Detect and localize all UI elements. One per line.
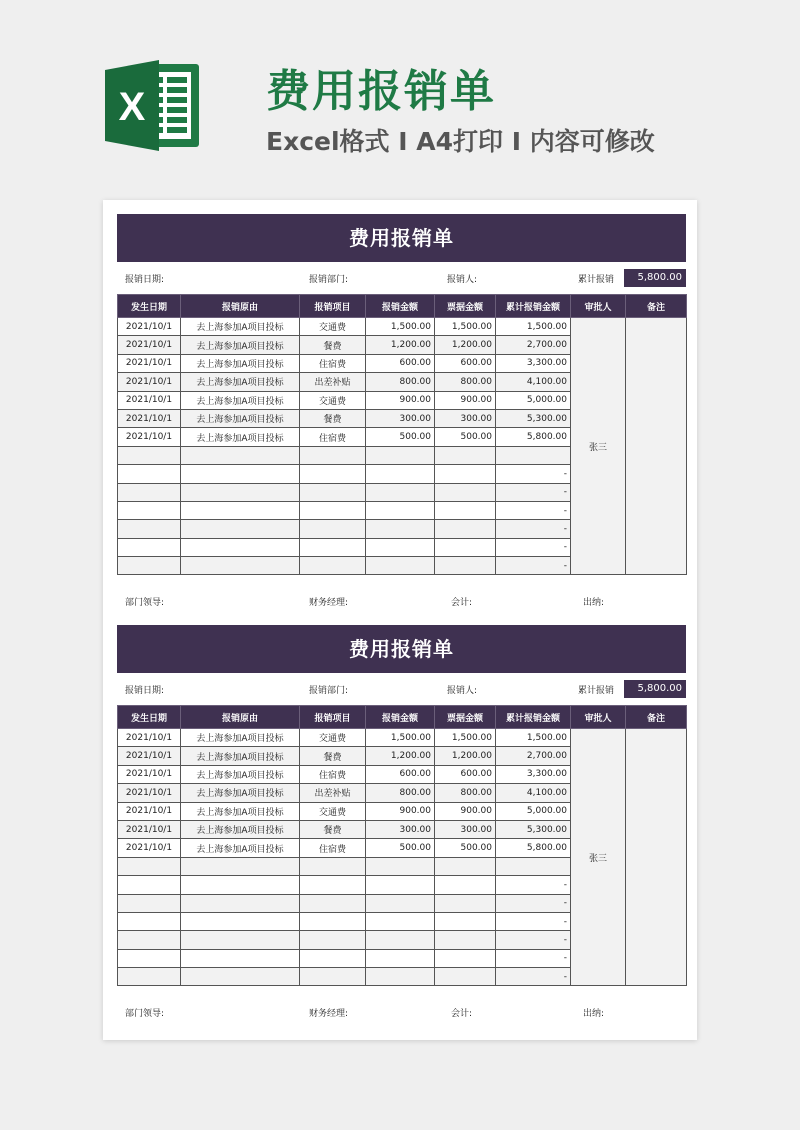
table-cell[interactable]: 餐费 — [300, 336, 366, 354]
expense-form-1 — [117, 214, 686, 611]
table-cell[interactable]: - — [496, 538, 571, 556]
dept-label: 报销部门: — [309, 275, 349, 285]
table-cell[interactable]: 500.00 — [366, 428, 435, 446]
table-cell[interactable] — [181, 876, 300, 894]
table-cell[interactable]: 500.00 — [435, 839, 496, 857]
document-sheet — [103, 200, 697, 1040]
dept-label: 报销部门: — [309, 686, 349, 696]
table-cell[interactable] — [366, 949, 435, 967]
table-cell[interactable]: 2,700.00 — [496, 747, 571, 765]
cashier-label: 出纳: — [583, 1009, 605, 1020]
column-header: 票据金额 — [435, 706, 496, 729]
table-cell[interactable]: - — [496, 931, 571, 949]
table-cell[interactable] — [181, 894, 300, 912]
table-cell[interactable] — [118, 557, 181, 575]
table-cell[interactable] — [366, 912, 435, 930]
table-cell[interactable] — [181, 483, 300, 501]
table-cell[interactable]: 300.00 — [435, 820, 496, 838]
table-cell[interactable]: 2,700.00 — [496, 336, 571, 354]
table-cell[interactable] — [300, 501, 366, 519]
table-cell[interactable] — [435, 894, 496, 912]
table-cell[interactable]: 1,200.00 — [435, 336, 496, 354]
table-cell[interactable]: 500.00 — [435, 428, 496, 446]
table-cell[interactable] — [366, 483, 435, 501]
table-cell[interactable]: 4,100.00 — [496, 784, 571, 802]
header-row — [118, 295, 687, 318]
table-cell[interactable]: 去上海参加A项目投标 — [181, 391, 300, 409]
table-cell[interactable]: 去上海参加A项目投标 — [181, 747, 300, 765]
table-cell[interactable]: 去上海参加A项目投标 — [181, 765, 300, 783]
table-cell[interactable]: 800.00 — [366, 373, 435, 391]
table-cell[interactable] — [118, 465, 181, 483]
table-cell[interactable] — [300, 931, 366, 949]
table-cell[interactable]: 300.00 — [366, 820, 435, 838]
table-cell[interactable]: 5,300.00 — [496, 820, 571, 838]
table-cell[interactable] — [118, 483, 181, 501]
table-cell[interactable]: - — [496, 876, 571, 894]
date-label: 报销日期: — [125, 686, 165, 696]
column-header: 累计报销金额 — [496, 706, 571, 729]
table-cell[interactable]: 5,000.00 — [496, 391, 571, 409]
table-cell[interactable] — [300, 483, 366, 501]
table-cell[interactable] — [366, 894, 435, 912]
table-cell[interactable]: 去上海参加A项目投标 — [181, 729, 300, 747]
table-cell[interactable] — [300, 968, 366, 986]
finance-manager-label: 财务经理: — [309, 1009, 349, 1020]
table-cell[interactable] — [496, 446, 571, 464]
accountant-label: 会计: — [451, 598, 473, 609]
column-header: 报销金额 — [366, 706, 435, 729]
form-meta — [117, 673, 686, 705]
table-cell[interactable] — [181, 949, 300, 967]
table-cell[interactable] — [366, 501, 435, 519]
table-cell[interactable]: 900.00 — [366, 802, 435, 820]
table-cell[interactable]: 出差补贴 — [300, 784, 366, 802]
table-cell[interactable]: - — [496, 894, 571, 912]
column-header: 报销项目 — [300, 295, 366, 318]
table-cell[interactable]: 600.00 — [366, 765, 435, 783]
table-cell[interactable]: - — [496, 520, 571, 538]
person-label: 报销人: — [447, 686, 478, 696]
person-label: 报销人: — [447, 275, 478, 285]
table-cell[interactable] — [118, 446, 181, 464]
table-cell[interactable] — [118, 876, 181, 894]
table-cell[interactable] — [366, 968, 435, 986]
table-cell[interactable]: 1,200.00 — [366, 336, 435, 354]
column-header: 备注 — [626, 295, 687, 318]
notes-cell[interactable] — [626, 729, 687, 986]
table-cell[interactable] — [435, 912, 496, 930]
form-meta — [117, 262, 686, 294]
date-label: 报销日期: — [125, 275, 165, 285]
column-header: 累计报销金额 — [496, 295, 571, 318]
table-cell[interactable]: 餐费 — [300, 409, 366, 427]
dept-leader-label: 部门领导: — [125, 1009, 165, 1020]
table-cell[interactable]: - — [496, 949, 571, 967]
table-cell[interactable] — [435, 465, 496, 483]
column-header: 报销原由 — [181, 706, 300, 729]
table-cell[interactable] — [118, 538, 181, 556]
table-cell[interactable]: 5,800.00 — [496, 839, 571, 857]
column-header: 报销原由 — [181, 295, 300, 318]
table-cell[interactable]: 2021/10/1 — [118, 802, 181, 820]
table-cell[interactable] — [118, 912, 181, 930]
table-cell[interactable]: 500.00 — [366, 839, 435, 857]
table-cell[interactable]: 1,500.00 — [366, 729, 435, 747]
table-cell[interactable]: 4,100.00 — [496, 373, 571, 391]
table-cell[interactable] — [181, 520, 300, 538]
table-cell[interactable]: - — [496, 483, 571, 501]
table-cell[interactable] — [435, 949, 496, 967]
table-cell[interactable]: 1,200.00 — [366, 747, 435, 765]
table-cell[interactable]: 1,500.00 — [496, 729, 571, 747]
table-cell[interactable] — [435, 446, 496, 464]
table-cell[interactable] — [435, 876, 496, 894]
table-cell[interactable] — [366, 520, 435, 538]
table-cell[interactable] — [181, 501, 300, 519]
table-cell[interactable]: 900.00 — [366, 391, 435, 409]
table-cell[interactable]: 1,200.00 — [435, 747, 496, 765]
table-cell[interactable]: - — [496, 465, 571, 483]
table-cell[interactable] — [118, 857, 181, 875]
table-cell[interactable]: 住宿费 — [300, 354, 366, 372]
table-cell[interactable] — [435, 968, 496, 986]
table-cell[interactable] — [300, 949, 366, 967]
table-cell[interactable] — [181, 912, 300, 930]
table-cell[interactable] — [435, 483, 496, 501]
table-cell[interactable] — [435, 857, 496, 875]
table-cell[interactable]: 2021/10/1 — [118, 373, 181, 391]
table-cell[interactable]: - — [496, 557, 571, 575]
table-cell[interactable]: 5,800.00 — [496, 428, 571, 446]
table-cell[interactable] — [366, 446, 435, 464]
table-cell[interactable] — [181, 857, 300, 875]
form-title: 费用报销单 — [117, 625, 686, 673]
table-cell[interactable]: 住宿费 — [300, 428, 366, 446]
cashier-label: 出纳: — [583, 598, 605, 609]
table-cell[interactable]: 600.00 — [366, 354, 435, 372]
table-cell[interactable] — [118, 949, 181, 967]
table-cell[interactable] — [366, 538, 435, 556]
table-cell[interactable]: 去上海参加A项目投标 — [181, 820, 300, 838]
table-cell[interactable]: 1,500.00 — [435, 318, 496, 336]
table-cell[interactable]: 交通费 — [300, 391, 366, 409]
table-cell[interactable] — [181, 465, 300, 483]
approver-cell[interactable]: 张三 — [571, 729, 626, 986]
table-cell[interactable] — [181, 446, 300, 464]
table-cell[interactable] — [300, 520, 366, 538]
table-cell[interactable]: 去上海参加A项目投标 — [181, 409, 300, 427]
table-cell[interactable] — [435, 931, 496, 949]
table-cell[interactable]: - — [496, 968, 571, 986]
total-value: 5,800.00 — [624, 269, 686, 287]
table-cell[interactable] — [300, 857, 366, 875]
table-cell[interactable]: 5,000.00 — [496, 802, 571, 820]
table-cell[interactable]: 2021/10/1 — [118, 765, 181, 783]
svg-text:X: X — [118, 85, 146, 129]
table-cell[interactable] — [118, 501, 181, 519]
table-cell[interactable]: - — [496, 501, 571, 519]
expense-form-2 — [117, 625, 686, 1022]
table-cell[interactable] — [118, 968, 181, 986]
table-cell[interactable] — [435, 520, 496, 538]
table-cell[interactable] — [300, 446, 366, 464]
table-cell[interactable] — [366, 931, 435, 949]
table-cell[interactable]: 2021/10/1 — [118, 428, 181, 446]
table-cell[interactable]: 去上海参加A项目投标 — [181, 318, 300, 336]
page-subtitle: Excel格式 I A4打印 I 内容可修改 — [266, 127, 655, 156]
table-cell[interactable]: 住宿费 — [300, 765, 366, 783]
table-cell[interactable]: 1,500.00 — [366, 318, 435, 336]
header-row — [118, 706, 687, 729]
column-header: 发生日期 — [118, 706, 181, 729]
table-cell[interactable]: 住宿费 — [300, 839, 366, 857]
table-cell[interactable] — [300, 465, 366, 483]
signature-row — [117, 575, 686, 611]
table-cell[interactable]: 3,300.00 — [496, 354, 571, 372]
table-cell[interactable]: 900.00 — [435, 802, 496, 820]
table-row — [118, 318, 687, 336]
table-cell[interactable]: 去上海参加A项目投标 — [181, 428, 300, 446]
table-cell[interactable]: 去上海参加A项目投标 — [181, 336, 300, 354]
table-cell[interactable]: 300.00 — [435, 409, 496, 427]
page-title: 费用报销单 — [266, 66, 496, 117]
table-cell[interactable]: 1,500.00 — [435, 729, 496, 747]
table-cell[interactable]: 出差补贴 — [300, 373, 366, 391]
table-cell[interactable] — [366, 557, 435, 575]
table-cell[interactable] — [118, 520, 181, 538]
table-body — [118, 318, 687, 575]
table-cell[interactable] — [118, 931, 181, 949]
table-cell[interactable]: 2021/10/1 — [118, 784, 181, 802]
table-cell[interactable]: 800.00 — [366, 784, 435, 802]
table-cell[interactable] — [118, 894, 181, 912]
table-cell[interactable]: 餐费 — [300, 747, 366, 765]
total-label: 累计报销 — [578, 686, 615, 696]
dept-leader-label: 部门领导: — [125, 598, 165, 609]
table-cell[interactable] — [366, 465, 435, 483]
table-cell[interactable]: 去上海参加A项目投标 — [181, 839, 300, 857]
accountant-label: 会计: — [451, 1009, 473, 1020]
table-cell[interactable] — [300, 912, 366, 930]
table-cell[interactable] — [300, 557, 366, 575]
column-header: 审批人 — [571, 295, 626, 318]
total-label: 累计报销 — [578, 275, 615, 285]
column-header: 备注 — [626, 706, 687, 729]
table-cell[interactable] — [181, 538, 300, 556]
table-cell[interactable]: 300.00 — [366, 409, 435, 427]
table-cell[interactable]: 800.00 — [435, 373, 496, 391]
table-cell[interactable] — [300, 876, 366, 894]
form-title: 费用报销单 — [117, 214, 686, 262]
table-cell[interactable]: 2021/10/1 — [118, 409, 181, 427]
table-cell[interactable]: 900.00 — [435, 391, 496, 409]
table-cell[interactable] — [435, 557, 496, 575]
table-cell[interactable]: 餐费 — [300, 820, 366, 838]
table-cell[interactable] — [300, 538, 366, 556]
column-header: 报销金额 — [366, 295, 435, 318]
signature-row — [117, 986, 686, 1022]
approver-cell[interactable]: 张三 — [571, 318, 626, 575]
table-cell[interactable] — [435, 538, 496, 556]
column-header: 审批人 — [571, 706, 626, 729]
table-cell[interactable]: 600.00 — [435, 765, 496, 783]
table-cell[interactable] — [496, 857, 571, 875]
table-cell[interactable]: 2021/10/1 — [118, 391, 181, 409]
table-cell[interactable]: 去上海参加A项目投标 — [181, 802, 300, 820]
table-cell[interactable]: 去上海参加A项目投标 — [181, 354, 300, 372]
table-cell[interactable] — [181, 968, 300, 986]
table-cell[interactable] — [366, 857, 435, 875]
table-cell[interactable]: 600.00 — [435, 354, 496, 372]
table-cell[interactable]: 去上海参加A项目投标 — [181, 784, 300, 802]
table-cell[interactable] — [300, 894, 366, 912]
table-cell[interactable] — [366, 876, 435, 894]
table-cell[interactable]: 交通费 — [300, 802, 366, 820]
table-cell[interactable]: 3,300.00 — [496, 765, 571, 783]
table-cell[interactable]: 1,500.00 — [496, 318, 571, 336]
table-cell[interactable]: 2021/10/1 — [118, 354, 181, 372]
finance-manager-label: 财务经理: — [309, 598, 349, 609]
table-cell[interactable]: 2021/10/1 — [118, 729, 181, 747]
table-cell[interactable]: 交通费 — [300, 729, 366, 747]
table-cell[interactable]: 2021/10/1 — [118, 336, 181, 354]
table-cell[interactable]: 5,300.00 — [496, 409, 571, 427]
table-cell[interactable]: 2021/10/1 — [118, 747, 181, 765]
table-body — [118, 729, 687, 986]
table-cell[interactable] — [435, 501, 496, 519]
total-value: 5,800.00 — [624, 680, 686, 698]
table-cell[interactable]: 2021/10/1 — [118, 318, 181, 336]
table-row — [118, 729, 687, 747]
expense-table — [117, 294, 687, 575]
excel-icon — [103, 58, 203, 153]
column-header: 报销项目 — [300, 706, 366, 729]
column-header: 票据金额 — [435, 295, 496, 318]
expense-table — [117, 705, 687, 986]
table-cell[interactable]: 2021/10/1 — [118, 839, 181, 857]
table-cell[interactable]: 800.00 — [435, 784, 496, 802]
table-cell[interactable]: 交通费 — [300, 318, 366, 336]
table-cell[interactable] — [181, 557, 300, 575]
table-cell[interactable]: 去上海参加A项目投标 — [181, 373, 300, 391]
table-cell[interactable]: 2021/10/1 — [118, 820, 181, 838]
notes-cell[interactable] — [626, 318, 687, 575]
table-cell[interactable]: - — [496, 912, 571, 930]
column-header: 发生日期 — [118, 295, 181, 318]
table-cell[interactable] — [181, 931, 300, 949]
